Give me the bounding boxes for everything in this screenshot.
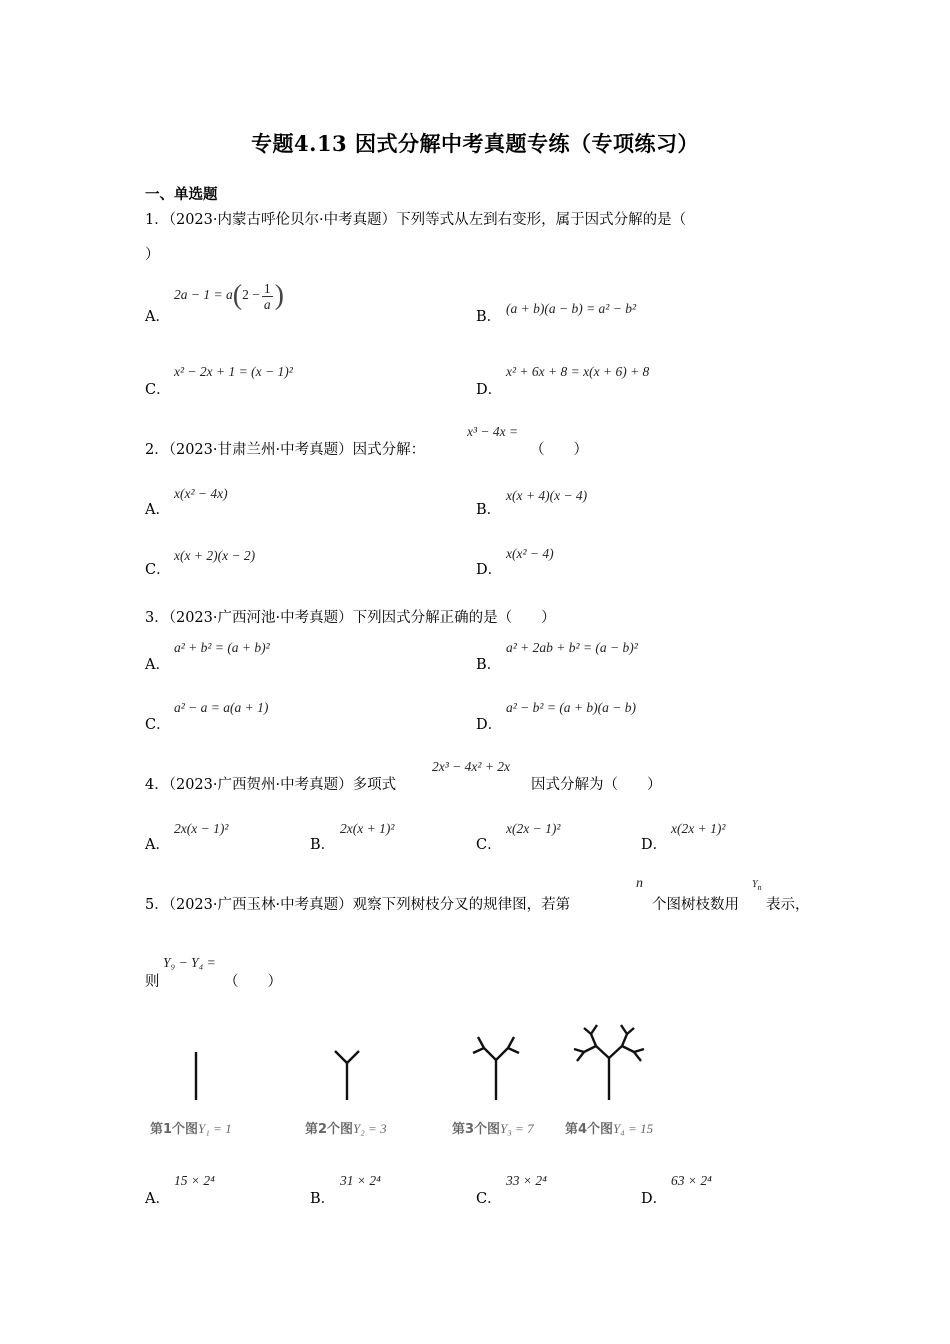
q5-n: n (636, 876, 643, 891)
q5-option-c-label[interactable]: C． (476, 1191, 502, 1207)
q3-stem: 3．（2023·广西河池·中考真题）下列因式分解正确的是（ ） (145, 610, 556, 626)
q4-stem: 4．（2023·广西贺州·中考真题）多项式 (145, 777, 397, 793)
tree-3-branch (496, 1048, 508, 1060)
tree-4-twig (591, 1034, 596, 1046)
section-heading: 一、单选题 (145, 186, 218, 203)
q2-option-a-label[interactable]: A． (145, 502, 170, 518)
tree-4-leaf (634, 1052, 641, 1061)
q3-option-b-math: a² + 2ab + b² = (a − b)² (506, 640, 638, 655)
tree-4-branch (596, 1046, 609, 1058)
tree-4-leaf (634, 1049, 644, 1052)
q4-expr: 2x³ − 4x² + 2x (432, 759, 511, 774)
q3-option-c-math: a² − a = a(a + 1) (174, 700, 269, 715)
caption-3-eq: Y₃ = 7 (500, 1121, 534, 1136)
tree-4-leaf (627, 1028, 634, 1034)
tree-caption-3 (452, 1118, 534, 1137)
q1-option-b-math: (a + b)(a − b) = a² − b² (506, 301, 637, 316)
q5-option-a-label[interactable]: A． (145, 1191, 170, 1207)
q2-stem: 2．（2023·甘肃兰州·中考真题）因式分解： (145, 442, 426, 458)
tree-figure (140, 1020, 680, 1105)
q3-option-a-label[interactable]: A． (145, 657, 170, 673)
q4-option-d-label[interactable]: D． (641, 837, 668, 853)
tree-4-leaf (574, 1049, 584, 1052)
q1-option-d-math: x² + 6x + 8 = x(x + 6) + 8 (506, 364, 650, 379)
q3-option-b-label[interactable]: B． (476, 657, 502, 673)
q2-option-d-label[interactable]: D． (476, 562, 503, 578)
tree-4-twig (622, 1046, 634, 1052)
q2-option-c-label[interactable]: C． (145, 562, 171, 578)
caption-1-text: 第1个图 (150, 1122, 199, 1137)
q4-stem-end: 因式分解为（ ） (531, 777, 662, 793)
tree-4-branch (609, 1046, 622, 1058)
q3-option-d-label[interactable]: D． (476, 717, 503, 733)
caption-4-text: 第4个图 (565, 1122, 614, 1137)
caption-1-eq: Y₁ = 1 (198, 1121, 232, 1136)
q1-stem-cont: ） (145, 247, 160, 263)
q5-mid: 个图树枝数用 (652, 897, 739, 913)
q5-yn (752, 879, 762, 892)
q5-option-b-math: 31 × 2⁴ (340, 1173, 381, 1188)
q5-stem: 5．（2023·广西玉林·中考真题）观察下列树枝分叉的规律图，若第 (145, 897, 571, 913)
tree-2-branch (335, 1051, 347, 1063)
q5-paren: （ ） (224, 974, 282, 990)
q1-a-left: 2a − 1 = a (174, 287, 233, 303)
q1-option-d-label[interactable]: D． (476, 382, 503, 398)
caption-4-eq: Y₄ = 15 (613, 1121, 654, 1136)
q4-option-c-label[interactable]: C． (476, 837, 502, 853)
tree-2 (335, 1051, 359, 1100)
tree-3 (473, 1037, 519, 1100)
tree-4 (574, 1025, 644, 1100)
q1-stem: 1．（2023·内蒙古呼伦贝尔·中考真题）下列等式从左到右变形，属于因式分解的是（ (145, 212, 687, 228)
tree-4-twig (622, 1034, 627, 1046)
q2-option-c-math: x(x + 2)(x − 2) (174, 548, 256, 563)
q1-a-num: 1 (263, 280, 271, 296)
q4-option-d-math: x(2x + 1)² (671, 821, 726, 836)
q5-end: 表示， (766, 897, 810, 913)
tree-4-leaf (584, 1028, 591, 1034)
tree-3-twig (508, 1048, 519, 1053)
tree-4-leaf (621, 1025, 627, 1034)
tree-3-branch (484, 1048, 496, 1060)
tree-2-branch (347, 1051, 359, 1063)
caption-3-text: 第3个图 (452, 1122, 501, 1137)
q5-yn-letter: Y (752, 879, 758, 890)
q5-option-b-label[interactable]: B． (310, 1191, 336, 1207)
tree-4-leaf (591, 1025, 597, 1034)
q1-option-a-label[interactable]: A． (145, 309, 170, 325)
q4-option-c-math: x(2x − 1)² (506, 821, 561, 836)
q4-option-a-label[interactable]: A． (145, 837, 170, 853)
tree-4-twig (584, 1046, 596, 1052)
tree-3-twig (508, 1037, 514, 1048)
q5-option-a-math: 15 × 2⁴ (174, 1173, 215, 1188)
q2-option-d-math: x(x² − 4) (506, 546, 554, 561)
q3-option-c-label[interactable]: C． (145, 717, 171, 733)
q5-yn-sub: n (757, 883, 762, 892)
caption-2-text: 第2个图 (305, 1122, 354, 1137)
q2-expr: x³ − 4x = (467, 424, 519, 439)
q1-option-c-math: x² − 2x + 1 = (x − 1)² (174, 364, 293, 379)
tree-3-twig (478, 1037, 484, 1048)
q5-expr: Y₉ − Y₄ = (163, 955, 216, 970)
q4-option-b-math: 2x(x + 1)² (340, 821, 395, 836)
page-title: 专题4.13 因式分解中考真题专练（专项练习） (251, 131, 699, 156)
q5-then: 则 (145, 974, 160, 990)
q1-a-two: 2 − (242, 287, 260, 303)
tree-4-leaf (577, 1052, 584, 1061)
q1-a-fraction (262, 281, 273, 312)
q4-option-b-label[interactable]: B． (310, 837, 336, 853)
q5-option-d-math: 63 × 2⁴ (671, 1173, 712, 1188)
q1-option-c-label[interactable]: C． (145, 382, 171, 398)
tree-caption-1 (150, 1118, 232, 1137)
q3-option-a-math: a² + b² = (a + b)² (174, 640, 270, 655)
q5-option-d-label[interactable]: D． (641, 1191, 668, 1207)
q1-a-den: a (263, 296, 271, 312)
q4-option-a-math: 2x(x − 1)² (174, 821, 229, 836)
q1-option-b-label[interactable]: B． (476, 309, 502, 325)
q2-paren: （ ） (530, 442, 588, 458)
tree-caption-2 (305, 1118, 387, 1137)
tree-caption-4 (565, 1118, 653, 1137)
q1-option-a-math: 2a − 1 = a(2 − $\frac{1}{a}$ ) (174, 280, 284, 312)
q2-option-a-math: x(x² − 4x) (174, 486, 228, 501)
q3-option-d-math: a² − b² = (a + b)(a − b) (506, 700, 637, 715)
tree-3-twig (473, 1048, 484, 1053)
q5-option-c-math: 33 × 2⁴ (506, 1173, 547, 1188)
caption-2-eq: Y₂ = 3 (353, 1121, 387, 1136)
q2-option-b-math: x(x + 4)(x − 4) (506, 488, 588, 503)
q2-option-b-label[interactable]: B． (476, 502, 502, 518)
